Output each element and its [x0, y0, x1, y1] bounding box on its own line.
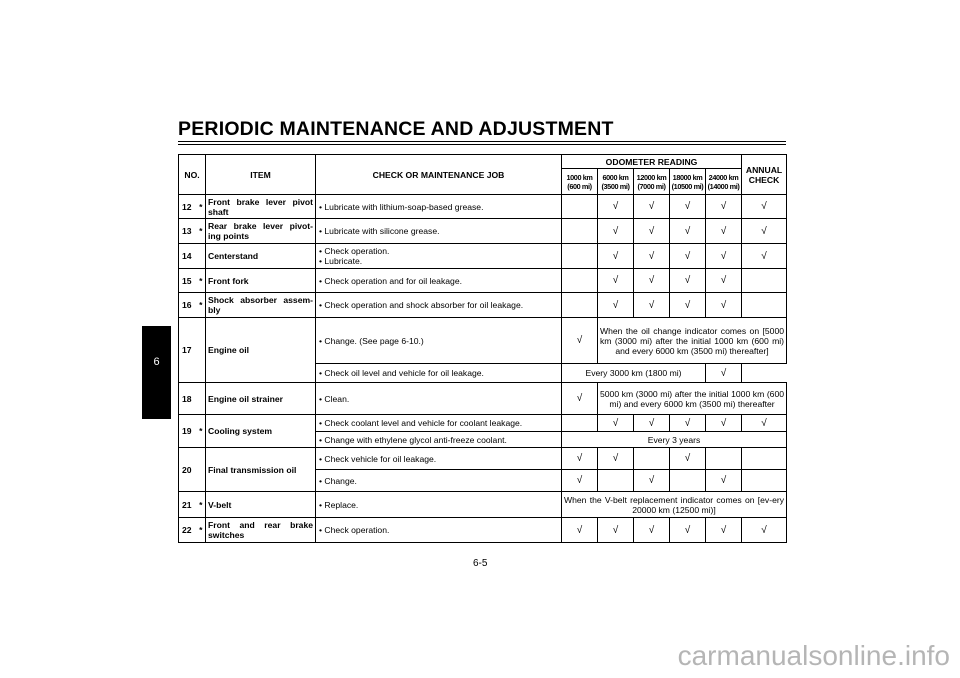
job-text: • Lubricate with silicone grease.: [316, 219, 562, 244]
interval-note: 5000 km (3000 mi) after the initial 1000 km (600 mi) and every 6000 km (3500 mi) thereafter: [598, 383, 787, 415]
job-text: • Check operation.: [316, 518, 562, 543]
check-mark: √: [742, 244, 787, 269]
header-row: [179, 155, 787, 169]
check-mark: √: [634, 219, 670, 244]
job-text: • Lubricate with lithium-soap-based grease.: [316, 195, 562, 219]
row-number: 22: [179, 518, 197, 543]
check-mark: √: [598, 415, 634, 432]
check-mark: √: [670, 293, 706, 318]
watermark: carmanualsonline.info: [677, 640, 950, 671]
check-mark: √: [670, 415, 706, 432]
row-number: 19: [179, 415, 197, 448]
check-mark: √: [562, 318, 598, 364]
maintenance-table: [178, 154, 787, 543]
check-mark: √: [706, 219, 742, 244]
check-mark: √: [706, 470, 742, 492]
table-row: [179, 415, 787, 432]
interval-note: When the V-belt replacement indicator comes on [ev-ery 20000 km (12500 mi)]: [562, 492, 787, 518]
table-row: [179, 244, 787, 269]
job-text: • Clean.: [316, 383, 562, 415]
item-name: Shock absorber assem-bly: [206, 293, 316, 318]
check-mark: √: [562, 518, 598, 543]
chapter-tab[interactable]: [142, 326, 171, 419]
check-mark: √: [634, 269, 670, 293]
check-mark: √: [706, 293, 742, 318]
check-mark: √: [598, 244, 634, 269]
star-mark: *: [197, 492, 206, 518]
check-mark: √: [706, 415, 742, 432]
check-mark: √: [562, 383, 598, 415]
check-mark: √: [670, 244, 706, 269]
job-text: • Check vehicle for oil leakage.: [316, 448, 562, 470]
row-number: 13: [179, 219, 197, 244]
check-mark: √: [598, 293, 634, 318]
job-text: • Check operation and shock absorber for oil leakage.: [316, 293, 562, 318]
job-text: • Change. (See page 6-10.): [316, 318, 562, 364]
header-odo-12000: 12000 km (7000 mi): [634, 169, 670, 195]
job-text: • Check oil level and vehicle for oil leakage.: [316, 364, 562, 383]
check-mark: √: [598, 448, 634, 470]
page-title: PERIODIC MAINTENANCE AND ADJUSTMENT: [178, 118, 614, 140]
row-number: 16: [179, 293, 197, 318]
check-mark: √: [598, 195, 634, 219]
star-mark: *: [197, 415, 206, 448]
check-mark: √: [742, 219, 787, 244]
interval-note: Every 3000 km (1800 mi): [562, 364, 706, 383]
row-number: 18: [179, 383, 197, 415]
item-name: Front brake lever pivot shaft: [206, 195, 316, 219]
row-number: 21: [179, 492, 197, 518]
header-item: ITEM: [206, 155, 316, 195]
check-mark: √: [634, 244, 670, 269]
header-job: CHECK OR MAINTENANCE JOB: [316, 155, 562, 195]
table-row: [179, 219, 787, 244]
header-odo-18000: 18000 km (10500 mi): [670, 169, 706, 195]
item-name: Final transmission oil: [206, 448, 316, 492]
star-mark: *: [197, 293, 206, 318]
check-mark: √: [670, 219, 706, 244]
check-mark: √: [562, 448, 598, 470]
check-mark: √: [598, 269, 634, 293]
check-mark: √: [706, 518, 742, 543]
check-mark: √: [634, 415, 670, 432]
table-row: [179, 293, 787, 318]
title-rule: [178, 141, 786, 142]
table-row: [179, 492, 787, 518]
table-row: [179, 269, 787, 293]
check-mark: √: [634, 195, 670, 219]
item-name: V-belt: [206, 492, 316, 518]
check-mark: √: [706, 244, 742, 269]
title-rule-secondary: [178, 144, 786, 145]
header-annual-check: ANNUAL CHECK: [742, 155, 787, 195]
header-odo-1000: 1000 km (600 mi): [562, 169, 598, 195]
table-row: [179, 448, 787, 470]
check-mark: √: [706, 195, 742, 219]
row-number: 14: [179, 244, 197, 269]
header-odo-6000: 6000 km (3500 mi): [598, 169, 634, 195]
check-mark: √: [670, 195, 706, 219]
chapter-tab-label: 6: [153, 356, 160, 368]
star-mark: *: [197, 518, 206, 543]
row-number: 12: [179, 195, 197, 219]
header-odometer: ODOMETER READING: [562, 155, 742, 169]
star-mark: *: [197, 269, 206, 293]
check-mark: √: [670, 518, 706, 543]
check-mark: √: [598, 518, 634, 543]
check-mark: √: [742, 195, 787, 219]
star-mark: *: [197, 219, 206, 244]
check-mark: √: [706, 364, 742, 383]
item-name: Front fork: [206, 269, 316, 293]
table-row: [179, 195, 787, 219]
item-name: Centerstand: [206, 244, 316, 269]
item-name: Engine oil: [206, 318, 316, 383]
item-name: Cooling system: [206, 415, 316, 448]
page-number: 6-5: [473, 558, 488, 569]
star-mark: *: [197, 195, 206, 219]
job-text: • Check coolant level and vehicle for coolant leakage.: [316, 415, 562, 432]
item-name: Rear brake lever pivot-ing points: [206, 219, 316, 244]
check-mark: √: [742, 518, 787, 543]
item-name: Engine oil strainer: [206, 383, 316, 415]
check-mark: √: [598, 219, 634, 244]
row-number: 20: [179, 448, 197, 492]
check-mark: √: [742, 415, 787, 432]
check-mark: √: [634, 470, 670, 492]
check-mark: √: [706, 269, 742, 293]
check-mark: √: [634, 518, 670, 543]
job-text: • Replace.: [316, 492, 562, 518]
check-mark: √: [562, 470, 598, 492]
row-number: 17: [179, 318, 197, 383]
item-name: Front and rear brake switches: [206, 518, 316, 543]
interval-note: Every 3 years: [562, 432, 787, 448]
table-row: [179, 383, 787, 415]
job-text: • Change with ethylene glycol anti-freeze coolant.: [316, 432, 562, 448]
table-row: [179, 318, 787, 364]
job-text: • Check operation and for oil leakage.: [316, 269, 562, 293]
check-mark: √: [634, 293, 670, 318]
interval-note: When the oil change indicator comes on [5000 km (3000 mi) after the initial 1000 km (600 mi) and every 6000 km (3500 mi) thereafter]: [598, 318, 787, 364]
job-text: • Check operation. • Lubricate.: [316, 244, 562, 269]
check-mark: √: [670, 448, 706, 470]
job-text: • Change.: [316, 470, 562, 492]
header-odo-24000: 24000 km (14000 mi): [706, 169, 742, 195]
header-no: NO.: [179, 155, 206, 195]
row-number: 15: [179, 269, 197, 293]
check-mark: √: [670, 269, 706, 293]
table-row: [179, 518, 787, 543]
